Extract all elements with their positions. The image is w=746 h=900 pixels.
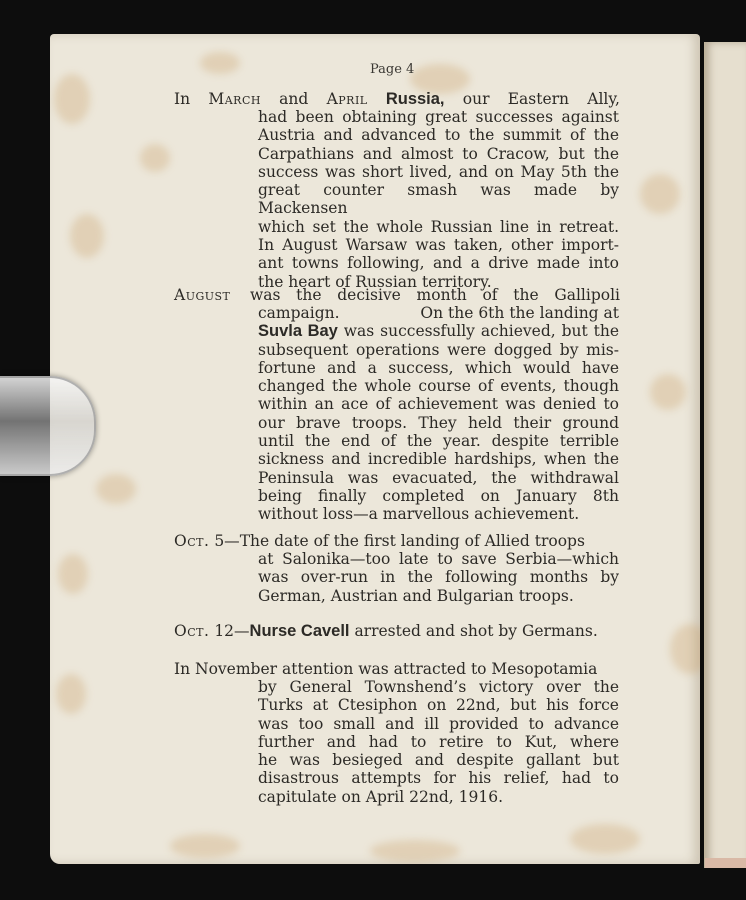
entry-date-day: 12— [209,622,250,640]
stain [570,824,640,854]
entry-date: Oct. [174,532,210,550]
entry-line: ant towns following, and a drive made into [258,254,619,273]
entry-line: Carpathians and almost to Cracow, but the [258,144,619,163]
entry-line-part: On the 6th the landing at [420,304,619,322]
entry-line: great counter smash was made by Mackensen [258,181,619,218]
entry-line: Turks at Ctesiphon on 22nd, but his force [258,696,619,715]
entry-line-part: was successfully achieved, but the [337,322,620,341]
entry-first-text: was the decisive month of the Gallipoli [250,286,620,304]
entry-line: success was short lived, and on May 5th the [258,162,619,181]
entry-first-text: our Eastern Ally, [444,90,620,108]
entry-line: he was besieged and despite gallant but [258,751,619,770]
page-number: Page 4 [370,62,415,77]
entry-highlight: Suvla Bay [258,322,338,341]
entry-first-line [174,286,620,304]
stain [54,74,90,124]
entry-line-part: campaign. [258,304,340,322]
stain [640,174,680,214]
entry-body [258,108,619,291]
entry-highlight: Russia, [385,90,445,108]
stain [70,214,104,258]
entry-highlight: Nurse Cavell [249,622,350,640]
entry-first-text: The date of the first landing of Allied troops [239,532,585,550]
page-clip [0,376,96,476]
entry-line: our brave troops. They held their ground [258,413,619,432]
entry-date: In November [174,660,278,678]
stain [96,474,136,504]
entry-date: August [174,286,231,304]
entry-date: March [208,90,261,108]
entry-line: at Salonika—too late to save Serbia—which [258,550,619,568]
entry-line: the heart of Russian territory. [258,272,492,291]
entry-date: Oct. [174,622,210,640]
entry-line: which set the whole Russian line in retreat. [258,217,619,236]
entry-line: fortune and a success, which would have [258,358,619,377]
entry-first-line [174,660,597,678]
entry-line: without loss—a marvellous achievement. [258,505,580,524]
entry-date-prefix: In [174,90,209,108]
stain [370,840,460,862]
entry-first-text: arrested and shot by Germans. [349,622,598,640]
entry-first-text: attention was attracted to Mesopotamia [277,660,598,678]
stain [56,674,86,714]
entry-date-joiner: and [260,90,327,108]
entry-line: being finally completed on January 8th [258,486,619,505]
entry-line: changed the whole course of events, though [258,377,619,396]
entry-line: subsequent operations were dogged by mis- [258,340,619,359]
entry-first-line [174,532,585,550]
entry-line: within an ace of achievement was denied to [258,395,619,414]
stain [670,624,700,674]
entry-line: disastrous attempts for his relief, had to [258,769,619,788]
entry-line: was too small and ill provided to advance [258,714,619,733]
stain [58,554,88,594]
entry-body [258,550,619,605]
entry-line: had been obtaining great successes against [258,108,619,126]
next-page-edge [704,42,746,868]
stain [200,52,240,74]
entry-line: In August Warsaw was taken, other import- [258,236,619,255]
entry-body [258,304,619,524]
stain [650,374,686,410]
entry-line: capitulate on April 22nd, 1916. [258,787,504,806]
entry-date-day: 5— [209,532,240,550]
stain [140,144,170,172]
entry-line: by General Townshend’s victory over the [258,678,619,696]
entry-date: April [326,90,368,108]
entry-body [258,678,619,806]
book-page [50,34,700,864]
entry-line [258,322,619,340]
entry-line: German, Austrian and Bulgarian troops. [258,586,574,605]
entry-line: sickness and incredible hardships, when the [258,450,619,469]
entry-line: Peninsula was evacuated, the withdrawal [258,468,619,487]
entry-line [258,304,619,322]
entry-first-line [174,622,598,640]
entry-line: Austria and advanced to the summit of the [258,126,619,145]
entry-line: further and had to retire to Kut, where [258,732,619,751]
entry-first-line [174,90,620,108]
entry-line: until the end of the year. despite terrible [258,432,619,451]
entry-line: was over-run in the following months by [258,568,619,587]
stain [170,834,240,858]
